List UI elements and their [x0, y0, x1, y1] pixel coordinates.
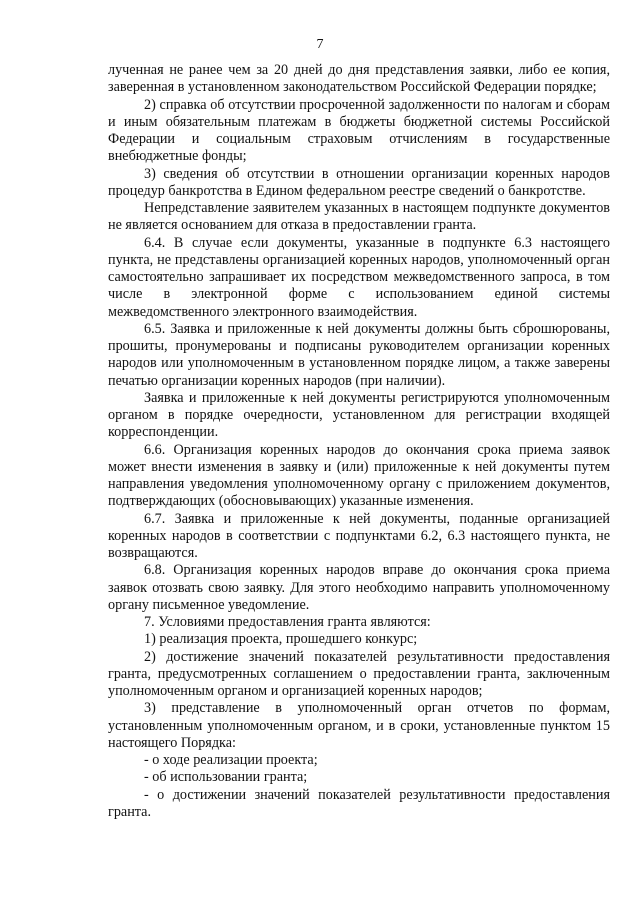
- list-item: - об использовании гранта;: [144, 769, 308, 786]
- paragraph: лученная не ранее чем за 20 дней до дня представления заявки, либо ее копия, заверенная в установленном законодательством Российской Федерации порядке;: [108, 62, 610, 96]
- list-item: - о ходе реализации проекта;: [144, 752, 318, 768]
- page-number: 7: [316, 37, 324, 52]
- paragraph: 3) представление в уполномоченный орган отчетов по формам, установленным уполномоченным органом, и в сроки, установленные пунктом 15 настоящего Порядка:: [108, 700, 610, 751]
- paragraph: 6.6. Организация коренных народов до окончания срока приема заявок может внести изменения в заявку и (или) приложенные к ней документы путем направления уведомления уполномоченному органу с приложением документов, подтверждающих (обосновывающих) указанные изменения.: [108, 441, 610, 510]
- paragraph: Заявка и приложенные к ней документы регистрируются уполномоченным органом в порядке очередности, установленном для регистрации входящей корреспонденции.: [108, 389, 610, 441]
- paragraph: 6.8. Организация коренных народов вправе до окончания срока приема заявок отозвать свою заявку. Для этого необходимо направить уполномоченному органу письменное уведомление.: [108, 562, 610, 613]
- paragraph: 6.4. В случае если документы, указанные в подпункте 6.3 настоящего пункта, не представлены организацией коренных народов, уполномоченный орган самостоятельно запрашивает их посредством межведомственного запроса, в том числе в электронной форме с использованием единой системы межведомственного электронного взаимодействия.: [108, 234, 610, 320]
- paragraph: 3) сведения об отсутствии в отношении организации коренных народов процедур банкротства в Едином федеральном реестре сведений о банкротстве.: [108, 165, 610, 199]
- paragraph: 6.7. Заявка и приложенные к ней документы, поданные организацией коренных народов в соответствии с подпунктами 6.2, 6.3 настоящего пункта, не возвращаются.: [108, 510, 610, 561]
- paragraph: 7. Условиями предоставления гранта являются:: [144, 614, 431, 630]
- document-body: [108, 62, 610, 821]
- paragraph: 6.5. Заявка и приложенные к ней документы должны быть сброшюрованы, прошиты, пронумерованы и подписаны руководителем организации коренных народов или уполномоченным в установленном порядке лицом, а также заверены печатью организации коренных народов (при наличии).: [108, 320, 610, 389]
- paragraph: 1) реализация проекта, прошедшего конкурс;: [144, 631, 418, 648]
- list-item: - о достижении значений показателей результативности предоставления гранта.: [108, 786, 610, 820]
- paragraph: Непредставление заявителем указанных в настоящем подпункте документов не является основанием для отказа в предоставлении гранта.: [108, 200, 610, 234]
- paragraph: 2) достижение значений показателей результативности предоставления гранта, предусмотренных соглашением о предоставлении гранта, заключенным уполномоченным органом и организацией коренных народов;: [108, 648, 610, 699]
- paragraph: 2) справка об отсутствии просроченной задолженности по налогам и сборам и иным обязательным платежам в бюджеты бюджетной системы Российской Федерации и социальным страховым отчислениям в государственные внебюджетные фонды;: [108, 96, 610, 165]
